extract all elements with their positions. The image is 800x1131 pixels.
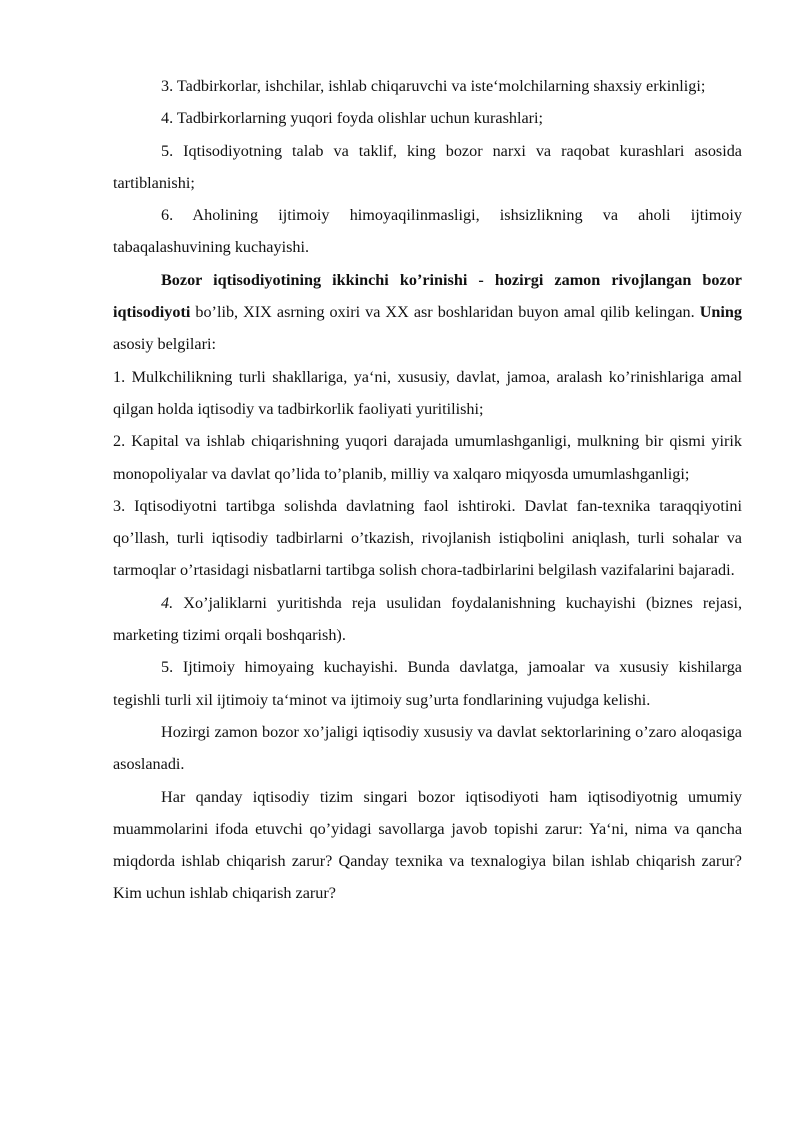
feature-4-number: 4.: [161, 593, 174, 612]
feature-5-social-protection: 5. Ijtimoiy himoyaing kuchayishi. Bunda davlatga, jamoalar va xususiy kishilarga tegishli turli xil ijtimoiy ta‘minot va ijtimoiy sug’urta fondlarining vujudga kelishi.: [113, 658, 742, 709]
uning-bold: Uning: [699, 303, 742, 322]
second-form-tail: asosiy belgilari:: [113, 335, 216, 354]
paragraph-modern-market: Hozirgi zamon bozor xo’jaligi iqtisodiy xususiy va davlat sektorlarining o’zaro aloqasiga asoslanadi.: [113, 722, 742, 774]
feature-4-text: Xo’jaliklarni yuritishda reja usulidan foydalanishning kuchayishi (biznes rejasi, marketing tizimi orqali boshqarish).: [113, 593, 742, 645]
feature-4-planning: [113, 587, 742, 652]
document-body: [113, 70, 742, 910]
second-form-heading: Bozor iqtisodiyotining ikkinchi ko’rinishi - hozirgi zamon rivojlangan bozor iqtisodiyoti: [113, 270, 742, 322]
list-item-4-profit: 4. Tadbirkorlarning yuqori foyda olishlar uchun kurashlari;: [161, 109, 544, 128]
second-form-text: bo’lib, XIX asrning oxiri va XX asr boshlaridan buyon amal qilib kelingan.: [190, 303, 700, 322]
list-item-6-social-protection: 6. Aholining ijtimoiy himoyaqilinmasligi, ishsizlikning va aholi ijtimoiy tabaqalashuvining kuchayishi.: [113, 206, 742, 257]
feature-2-capital: 2. Kapital va ishlab chiqarishning yuqori darajada umumlashganligi, mulkning bir qismi yirik monopoliyalar va davlat qo’lida to’planib, milliy va xalqaro miqyosda umumlashganligi;: [113, 432, 742, 483]
paragraph-economic-questions: Har qanday iqtisodiy tizim singari bozor iqtisodiyoti ham iqtisodiyotnig umumiy muammolarini ifoda etuvchi qo’yidagi savollarga javob topishi zarur: Ya‘ni, nima va qancha miqdorda ishlab chiqarish zarur? Qanday texnika va texnalogiya bilan ishlab chiqarish zarur? Kim uchun ishlab chiqarish zarur?: [113, 787, 742, 903]
feature-3-state-role: 3. Iqtisodiyotni tartibga solishda davlatning faol ishtiroki. Davlat fan-texnika taraqqiyotini qo’llash, turli iqtisodiy tadbirlarni o’tkazish, rivojlanish istiqbolini aniqlash, turli sohalar va tarmoqlar o’rtasidagi nisbatlarni tartibga solish chora-tadbirlarini belgilash vazifalarini bajaradi.: [113, 496, 742, 580]
paragraph-second-form: [113, 264, 742, 361]
list-item-5-market-regulation: 5. Iqtisodiyotning talab va taklif, king bozor narxi va raqobat kurashlari asosida tartiblanishi;: [113, 141, 742, 192]
list-item-3-personal-freedom: 3. Tadbirkorlar, ishchilar, ishlab chiqaruvchi va iste‘molchilarning shaxsiy erkinligi;: [161, 77, 706, 95]
feature-1-ownership: 1. Mulkchilikning turli shakllariga, ya‘ni, xususiy, davlat, jamoa, aralash ko’rinishlariga amal qilgan holda iqtisodiy va tadbirkorlik faoliyati yuritilishi;: [113, 367, 742, 418]
